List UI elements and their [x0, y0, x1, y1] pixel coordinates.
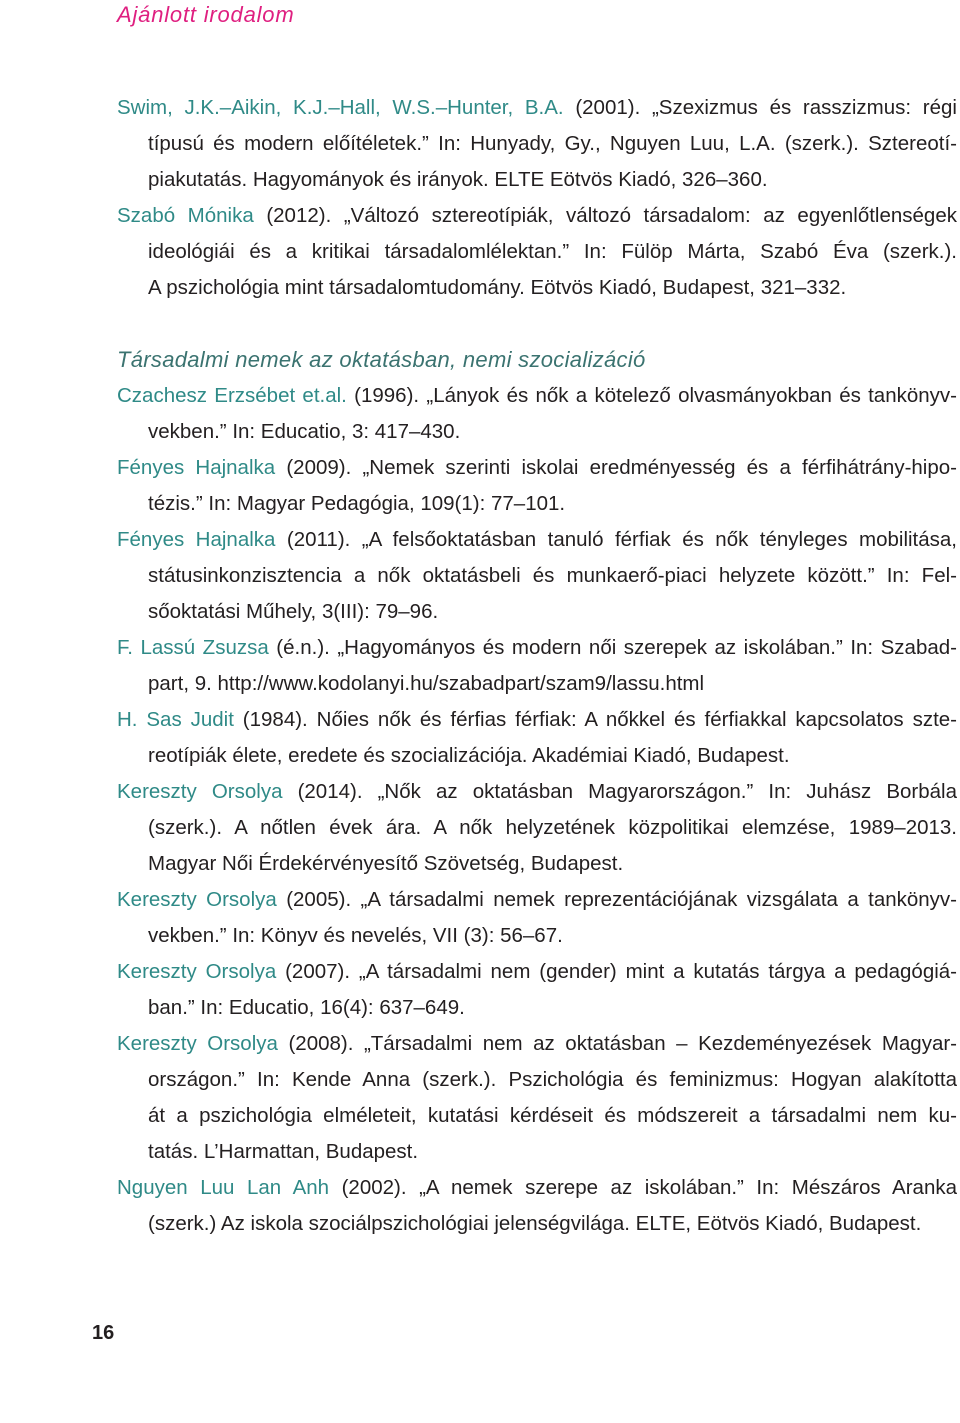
reference-author: Szabó Mónika	[117, 204, 254, 227]
reference-line: (szerk.). A nőtlen évek ára. A nők helyzetének közpolitikai elemzése, 1989–2013.	[148, 816, 957, 839]
reference-entry	[117, 450, 957, 522]
reference-entry	[117, 1170, 957, 1242]
reference-first-line	[117, 522, 957, 558]
reference-text: (2005). „A társadalmi nemek reprezentációjának vizsgálata a tankönyv-	[286, 888, 957, 911]
reference-author: Kereszty Orsolya	[117, 888, 277, 911]
page-number: 16	[92, 1322, 115, 1344]
running-header: Ajánlott irodalom	[117, 2, 295, 27]
reference-line: át a pszichológia elméleteit, kutatási kérdéseit és módszereit a társadalmi nem ku-	[148, 1104, 957, 1127]
reference-first-line	[117, 630, 957, 666]
reference-author: F. Lassú Zsuzsa	[117, 636, 269, 659]
reference-author: Swim, J.K.–Aikin, K.J.–Hall, W.S.–Hunter, B.A.	[117, 96, 564, 119]
reference-line: piakutatás. Hagyományok és irányok. ELTE Eötvös Kiadó, 326–360.	[148, 168, 768, 191]
reference-first-line	[117, 378, 957, 414]
reference-line: státusinkonzisztencia a nők oktatásbeli és munkaerő-piaci helyzete között.” In: Fel-	[148, 564, 957, 587]
reference-line: Magyar Női Érdekérvényesítő Szövetség, Budapest.	[148, 852, 624, 875]
reference-text: (1984). Nőies nők és férfias férfiak: A nőkkel és férfiakkal kapcsolatos szte-	[242, 708, 957, 731]
reference-text: (2009). „Nemek szerinti iskolai eredményesség és a férfihátrány-hipo-	[286, 456, 957, 479]
reference-first-line	[117, 1026, 957, 1062]
reference-text: (é.n.). „Hagyományos és modern női szerepek az iskolában.” In: Szabad-	[276, 636, 957, 659]
reference-text: (2014). „Nők az oktatásban Magyarországon.” In: Juhász Borbála	[297, 780, 957, 803]
reference-entry	[117, 774, 957, 882]
reference-author: Fényes Hajnalka	[117, 528, 276, 551]
reference-line: ban.” In: Educatio, 16(4): 637–649.	[148, 996, 465, 1019]
reference-text: (1996). „Lányok és nők a kötelező olvasmányokban és tankönyv-	[354, 384, 957, 407]
reference-line: (szerk.) Az iskola szociálpszichológiai jelenségvilága. ELTE, Eötvös Kiadó, Budapest.	[148, 1212, 922, 1235]
reference-first-line	[117, 450, 957, 486]
reference-line: sőoktatási Műhely, 3(III): 79–96.	[148, 600, 439, 623]
reference-line: reotípiák élete, eredete és szocializációja. Akadémiai Kiadó, Budapest.	[148, 744, 790, 767]
reference-first-line	[117, 198, 957, 234]
reference-line: típusú és modern előítéletek.” In: Hunyady, Gy., Nguyen Luu, L.A. (szerk.). Sztereotí-	[148, 132, 957, 155]
reference-entry	[117, 1026, 957, 1170]
reference-author: Nguyen Luu Lan Anh	[117, 1176, 330, 1199]
reference-line: A pszichológia mint társadalomtudomány. Eötvös Kiadó, Budapest, 321–332.	[148, 276, 847, 299]
reference-entry	[117, 954, 957, 1026]
reference-author: Kereszty Orsolya	[117, 780, 283, 803]
reference-first-line	[117, 90, 957, 126]
reference-line: vekben.” In: Könyv és nevelés, VII (3): 56–67.	[148, 924, 563, 947]
bibliography	[117, 90, 957, 1242]
reference-author: Kereszty Orsolya	[117, 1032, 278, 1055]
reference-first-line	[117, 882, 957, 918]
reference-entry	[117, 630, 957, 702]
reference-text: (2001). „Szexizmus és rasszizmus: régi	[575, 96, 957, 119]
reference-entry	[117, 198, 957, 306]
reference-text: (2012). „Változó sztereotípiák, változó társadalom: az egyenlőtlenségek	[266, 204, 957, 227]
reference-entry	[117, 702, 957, 774]
reference-author: Fényes Hajnalka	[117, 456, 276, 479]
reference-first-line	[117, 1170, 957, 1206]
reference-line: ideológiái és a kritikai társadalomlélektan.” In: Fülöp Márta, Szabó Éva (szerk.).	[148, 240, 957, 263]
reference-text: (2011). „A felsőoktatásban tanuló férfiak és nők tényleges mobilitása,	[286, 528, 957, 551]
reference-author: Kereszty Orsolya	[117, 960, 277, 983]
reference-line: part, 9. http://www.kodolanyi.hu/szabadpart/szam9/lassu.html	[148, 672, 705, 695]
reference-text: (2002). „A nemek szerepe az iskolában.” In: Mészáros Aranka	[341, 1176, 957, 1199]
subsection-heading: Társadalmi nemek az oktatásban, nemi szocializáció	[117, 347, 646, 372]
reference-author: Czachesz Erzsébet et.al.	[117, 384, 347, 407]
reference-text: (2008). „Társadalmi nem az oktatásban – Kezdeményezések Magyar-	[288, 1032, 957, 1055]
reference-first-line	[117, 774, 957, 810]
reference-entry	[117, 378, 957, 450]
reference-author: H. Sas Judit	[117, 708, 234, 731]
reference-line: tézis.” In: Magyar Pedagógia, 109(1): 77–101.	[148, 492, 566, 515]
reference-text: (2007). „A társadalmi nem (gender) mint a kutatás tárgya a pedagógiá-	[285, 960, 957, 983]
reference-first-line	[117, 702, 957, 738]
reference-entry	[117, 90, 957, 198]
reference-line: vekben.” In: Educatio, 3: 417–430.	[148, 420, 461, 443]
reference-entry	[117, 882, 957, 954]
reference-line: tatás. L’Harmattan, Budapest.	[148, 1140, 419, 1163]
reference-first-line	[117, 954, 957, 990]
reference-entry	[117, 522, 957, 630]
reference-line: országon.” In: Kende Anna (szerk.). Pszichológia és feminizmus: Hogyan alakította	[148, 1068, 957, 1091]
